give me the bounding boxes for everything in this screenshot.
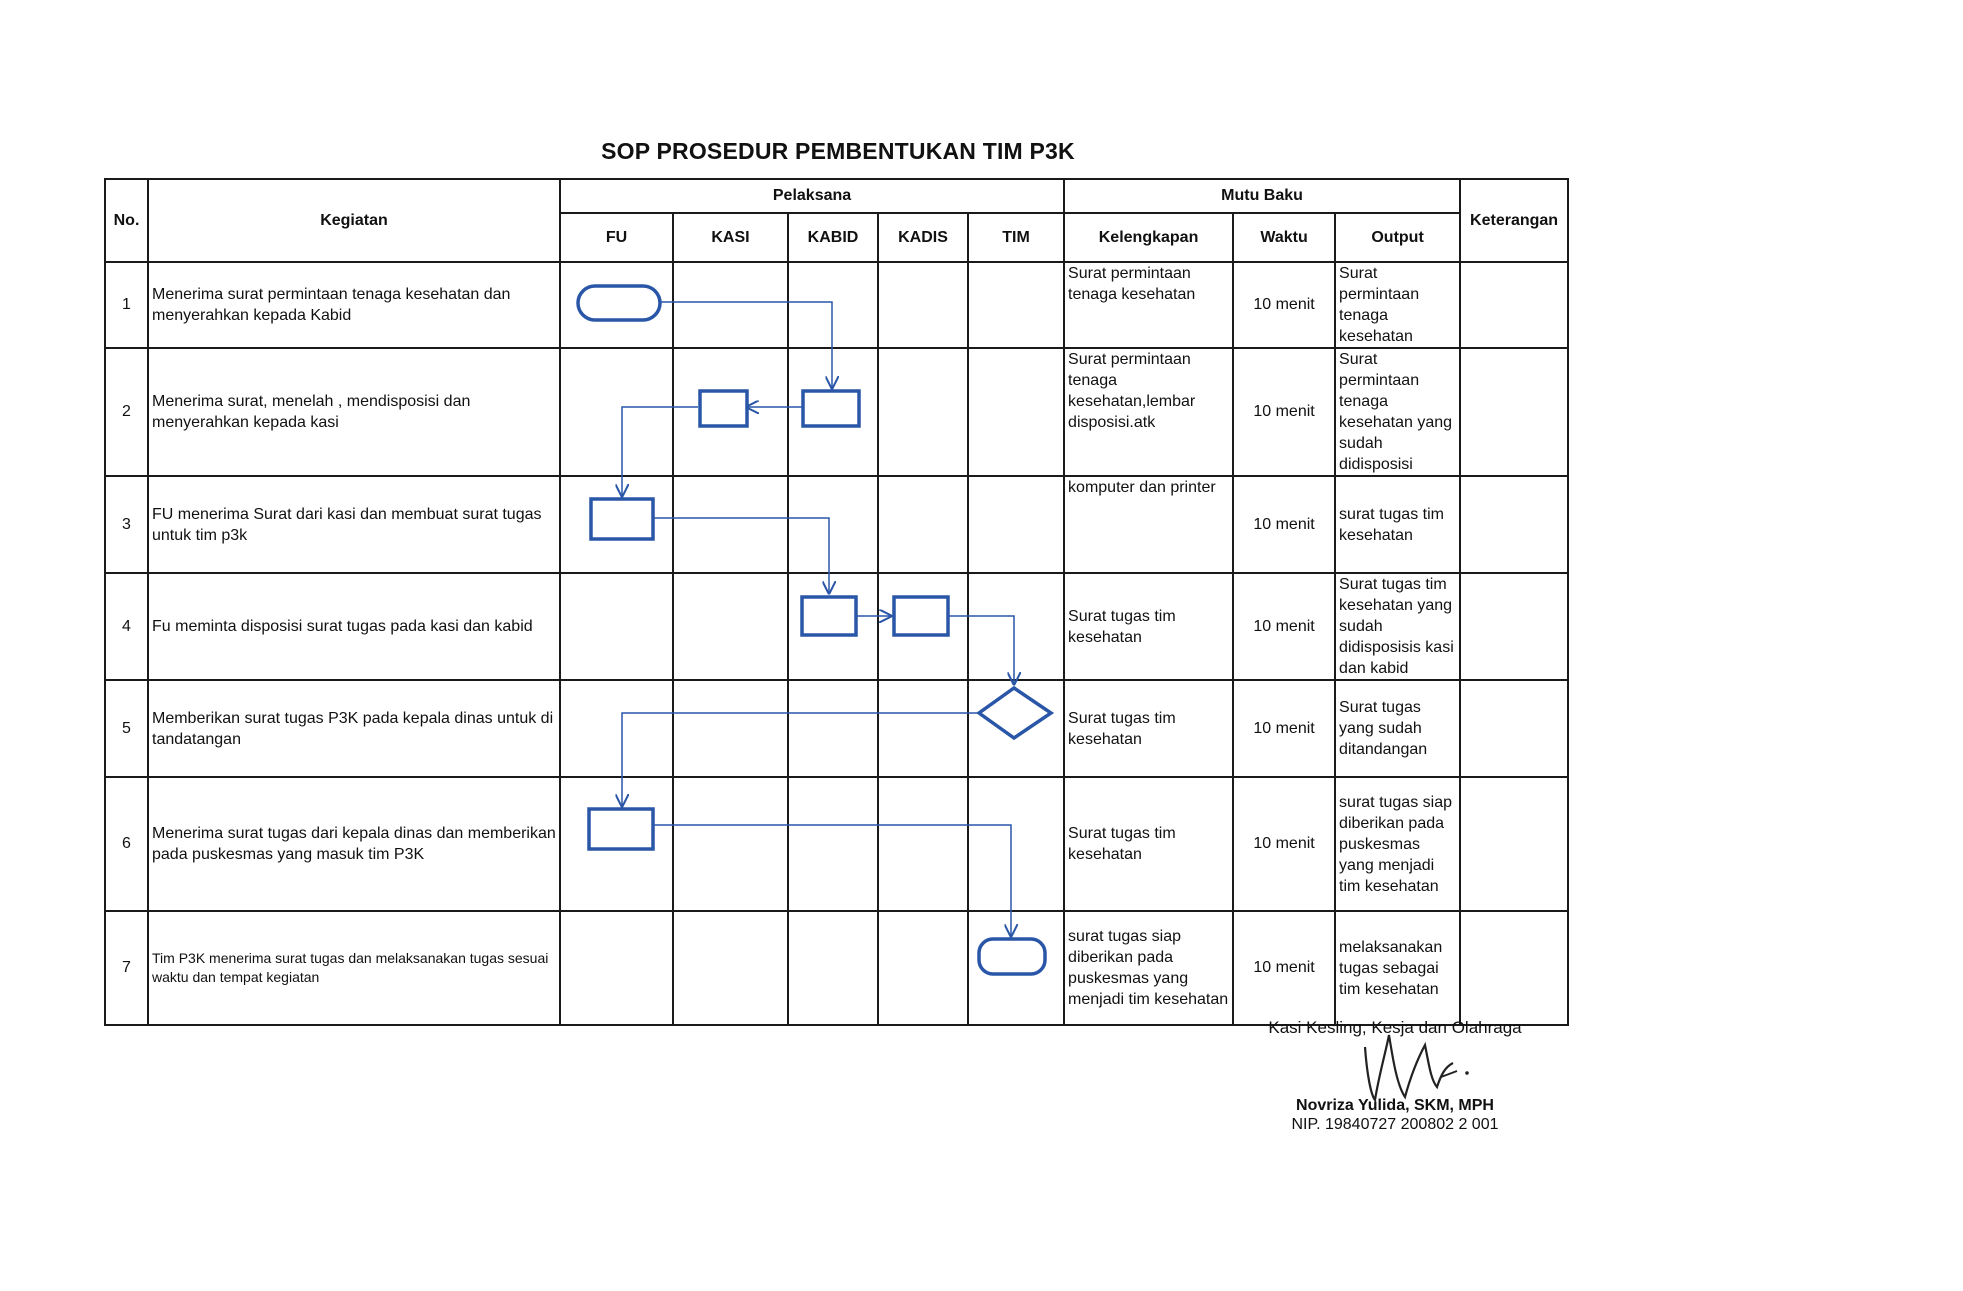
row-kelengkapan: surat tugas siap diberikan pada puskesmas yang menjadi tim kesehatan <box>1064 911 1233 1025</box>
row-keterangan <box>1460 777 1568 911</box>
header-kasi: KASI <box>673 213 788 262</box>
header-kelengkapan: Kelengkapan <box>1064 213 1233 262</box>
row-keterangan <box>1460 680 1568 777</box>
table-row <box>105 680 1568 777</box>
signature-title: Kasi Kesling, Kesja dan Olahraga <box>1268 1018 1522 1037</box>
row-no: 7 <box>105 911 148 1025</box>
row-waktu: 10 menit <box>1233 476 1335 573</box>
table-row <box>105 573 1568 680</box>
row-waktu: 10 menit <box>1233 680 1335 777</box>
header-fu: FU <box>560 213 673 262</box>
header-kegiatan: Kegiatan <box>148 179 560 262</box>
header-keterangan: Keterangan <box>1460 179 1568 262</box>
table-row <box>105 777 1568 911</box>
row-no: 5 <box>105 680 148 777</box>
page-title: SOP PROSEDUR PEMBENTUKAN TIM P3K <box>601 138 1075 164</box>
row-keterangan <box>1460 911 1568 1025</box>
row-kelengkapan: Surat permintaan tenaga kesehatan <box>1064 262 1233 348</box>
row-kegiatan: Menerima surat permintaan tenaga kesehatan dan menyerahkan kepada Kabid <box>148 262 560 348</box>
row-kegiatan: Tim P3K menerima surat tugas dan melaksanakan tugas sesuai waktu dan tempat kegiatan <box>148 911 560 1025</box>
row-kelengkapan: Surat tugas tim kesehatan <box>1064 680 1233 777</box>
table-row <box>105 262 1568 348</box>
signature-nip: NIP. 19840727 200802 2 001 <box>1291 1116 1499 1133</box>
row-no: 1 <box>105 262 148 348</box>
row-keterangan <box>1460 573 1568 680</box>
row-no: 4 <box>105 573 148 680</box>
table-row <box>105 476 1568 573</box>
row-waktu: 10 menit <box>1233 348 1335 476</box>
row-kelengkapan: Surat tugas tim kesehatan <box>1064 777 1233 911</box>
row-waktu: 10 menit <box>1233 573 1335 680</box>
row-no: 6 <box>105 777 148 911</box>
row-output: Surat permintaan tenaga kesehatan yang sudah didisposisi <box>1335 348 1460 476</box>
row-kelengkapan: komputer dan printer <box>1064 476 1233 573</box>
header-no: No. <box>105 179 148 262</box>
row-kegiatan: Menerima surat, menelah , mendisposisi dan menyerahkan kepada kasi <box>148 348 560 476</box>
row-waktu: 10 menit <box>1233 777 1335 911</box>
header-pelaksana: Pelaksana <box>560 179 1064 213</box>
signature-name: Novriza Yulida, SKM, MPH <box>1296 1097 1494 1114</box>
row-keterangan <box>1460 348 1568 476</box>
row-kelengkapan: Surat permintaan tenaga kesehatan,lembar disposisi.atk <box>1064 348 1233 476</box>
row-kegiatan: Fu meminta disposisi surat tugas pada kasi dan kabid <box>148 573 560 680</box>
header-kadis: KADIS <box>878 213 968 262</box>
row-kegiatan: Menerima surat tugas dari kepala dinas dan memberikan pada puskesmas yang masuk tim P3K <box>148 777 560 911</box>
header-output: Output <box>1335 213 1460 262</box>
row-output: Surat tugas yang sudah ditandangan <box>1335 680 1460 777</box>
row-no: 3 <box>105 476 148 573</box>
row-output: surat tugas siap diberikan pada puskesmas yang menjadi tim kesehatan <box>1335 777 1460 911</box>
sop-table <box>104 178 1569 1026</box>
row-output: surat tugas tim kesehatan <box>1335 476 1460 573</box>
header-kabid: KABID <box>788 213 878 262</box>
row-kegiatan: Memberikan surat tugas P3K pada kepala dinas untuk di tandatangan <box>148 680 560 777</box>
row-output: Surat permintaan tenaga kesehatan <box>1335 262 1460 348</box>
row-no: 2 <box>105 348 148 476</box>
row-output: Surat tugas tim kesehatan yang sudah didisposisis kasi dan kabid <box>1335 573 1460 680</box>
table-row <box>105 348 1568 476</box>
row-kelengkapan: Surat tugas tim kesehatan <box>1064 573 1233 680</box>
row-waktu: 10 menit <box>1233 911 1335 1025</box>
row-keterangan <box>1460 262 1568 348</box>
row-keterangan <box>1460 476 1568 573</box>
header-waktu: Waktu <box>1233 213 1335 262</box>
header-mutu-baku: Mutu Baku <box>1064 179 1460 213</box>
header-tim: TIM <box>968 213 1064 262</box>
row-waktu: 10 menit <box>1233 262 1335 348</box>
row-output: melaksanakan tugas sebagai tim kesehatan <box>1335 911 1460 1025</box>
row-kegiatan: FU menerima Surat dari kasi dan membuat surat tugas untuk tim p3k <box>148 476 560 573</box>
